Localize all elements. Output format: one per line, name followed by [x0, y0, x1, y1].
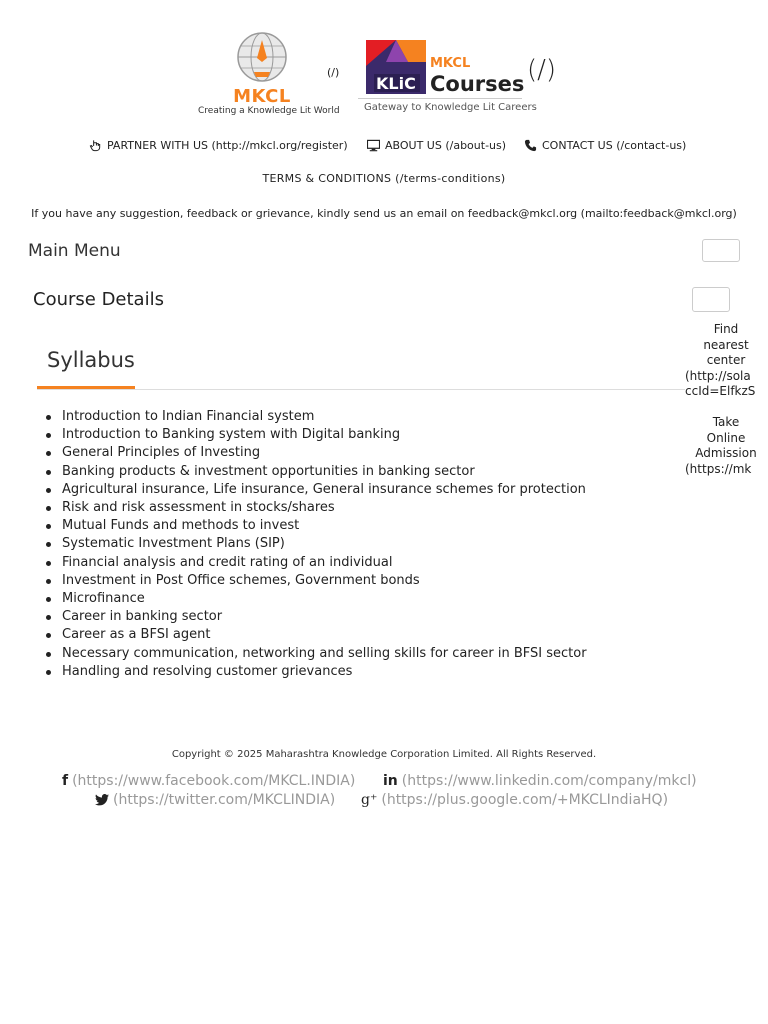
mkcl-globe-icon	[234, 32, 290, 86]
phone-icon	[524, 139, 537, 152]
googleplus-url: (https://plus.google.com/+MKCLIndiaHQ)	[381, 792, 669, 808]
nav-about-label: ABOUT US (/about-us)	[385, 139, 507, 152]
find-center-line: Find	[713, 322, 739, 336]
googleplus-icon: g⁺	[361, 792, 378, 808]
home-link-large[interactable]: (/)	[527, 55, 557, 85]
monitor-icon	[367, 139, 380, 152]
list-item: Agricultural insurance, Life insurance, General insurance schemes for protection	[62, 481, 587, 499]
svg-text:KLiC: KLiC	[376, 74, 416, 93]
mkcl-logo[interactable]	[198, 30, 340, 120]
main-menu-toggle-button[interactable]	[702, 239, 740, 262]
admission-line: Take	[712, 415, 740, 429]
list-item: General Principles of Investing	[62, 444, 587, 462]
klic-logo-tagline: Gateway to Knowledge Lit Careers	[364, 102, 537, 113]
mkcl-logo-text: MKCL	[233, 86, 291, 107]
nav-partner-label: PARTNER WITH US (http://mkcl.org/register)	[107, 139, 348, 152]
linkedin-url: (https://www.linkedin.com/company/mkcl)	[401, 773, 697, 789]
find-center-url: ccId=ElfkzS	[685, 384, 756, 398]
list-item: Handling and resolving customer grievances	[62, 663, 587, 681]
admission-line: Online	[706, 430, 746, 445]
find-center-line: nearest	[703, 337, 749, 352]
mkcl-logo-tagline: Creating a Knowledge Lit World	[198, 106, 340, 116]
list-item: Systematic Investment Plans (SIP)	[62, 535, 587, 553]
course-details-title: Course Details	[33, 289, 164, 310]
twitter-link[interactable]	[95, 792, 335, 808]
nav-contact-label: CONTACT US (/contact-us)	[542, 139, 687, 152]
find-center-url: (http://sola	[685, 368, 751, 383]
facebook-url: (https://www.facebook.com/MKCL.INDIA)	[72, 773, 356, 789]
facebook-icon: f	[62, 773, 69, 789]
klic-logo-divider	[358, 98, 522, 99]
main-menu-label: Main Menu	[28, 241, 121, 261]
pointing-hand-icon	[89, 139, 102, 152]
klic-logo-mkcl: MKCL	[430, 56, 471, 71]
klic-logo-courses: Courses	[430, 72, 525, 96]
nav-terms-link[interactable]: TERMS & CONDITIONS (/terms-conditions)	[262, 172, 506, 185]
take-online-admission-link[interactable]	[684, 415, 768, 477]
list-item: Necessary communication, networking and selling skills for career in BFSI sector	[62, 645, 587, 663]
list-item: Risk and risk assessment in stocks/shares	[62, 499, 587, 517]
linkedin-link[interactable]	[383, 773, 697, 789]
syllabus-list	[62, 408, 587, 681]
list-item: Introduction to Banking system with Digital banking	[62, 426, 587, 444]
list-item: Mutual Funds and methods to invest	[62, 517, 587, 535]
copyright-text: Copyright © 2025 Maharashtra Knowledge Corporation Limited. All Rights Reserved.	[171, 749, 597, 760]
facebook-link[interactable]	[62, 773, 355, 789]
list-item: Investment in Post Office schemes, Government bonds	[62, 572, 587, 590]
list-item: Financial analysis and credit rating of an individual	[62, 554, 587, 572]
klic-courses-logo[interactable]	[358, 36, 537, 120]
admission-url: (https://mk	[685, 461, 752, 476]
find-center-line: center	[706, 353, 746, 367]
home-link-small[interactable]: (/)	[327, 66, 340, 79]
klic-logo-mark-icon	[366, 40, 426, 94]
twitter-url: (https://twitter.com/MKCLINDIA)	[113, 792, 336, 808]
list-item: Introduction to Indian Financial system	[62, 408, 587, 426]
list-item: Microfinance	[62, 590, 587, 608]
list-item: Banking products & investment opportunities in banking sector	[62, 463, 587, 481]
tab-syllabus[interactable]: Syllabus	[47, 348, 135, 372]
admission-line: Admission	[695, 446, 757, 460]
feedback-notice: If you have any suggestion, feedback or grievance, kindly send us an email on feedback@mkcl.org (mailto:feedback@mkcl.org)	[31, 207, 737, 220]
linkedin-icon: in	[383, 773, 398, 789]
sidebar-toggle-button[interactable]	[692, 287, 730, 312]
twitter-icon	[95, 794, 109, 806]
googleplus-link[interactable]	[361, 792, 668, 808]
tab-divider	[37, 389, 685, 390]
list-item: Career in banking sector	[62, 608, 587, 626]
list-item: Career as a BFSI agent	[62, 626, 587, 644]
find-nearest-center-link[interactable]	[684, 322, 768, 400]
nav-partner-link[interactable]	[89, 139, 348, 152]
nav-about-link[interactable]	[367, 139, 506, 152]
nav-contact-link[interactable]	[524, 139, 686, 152]
